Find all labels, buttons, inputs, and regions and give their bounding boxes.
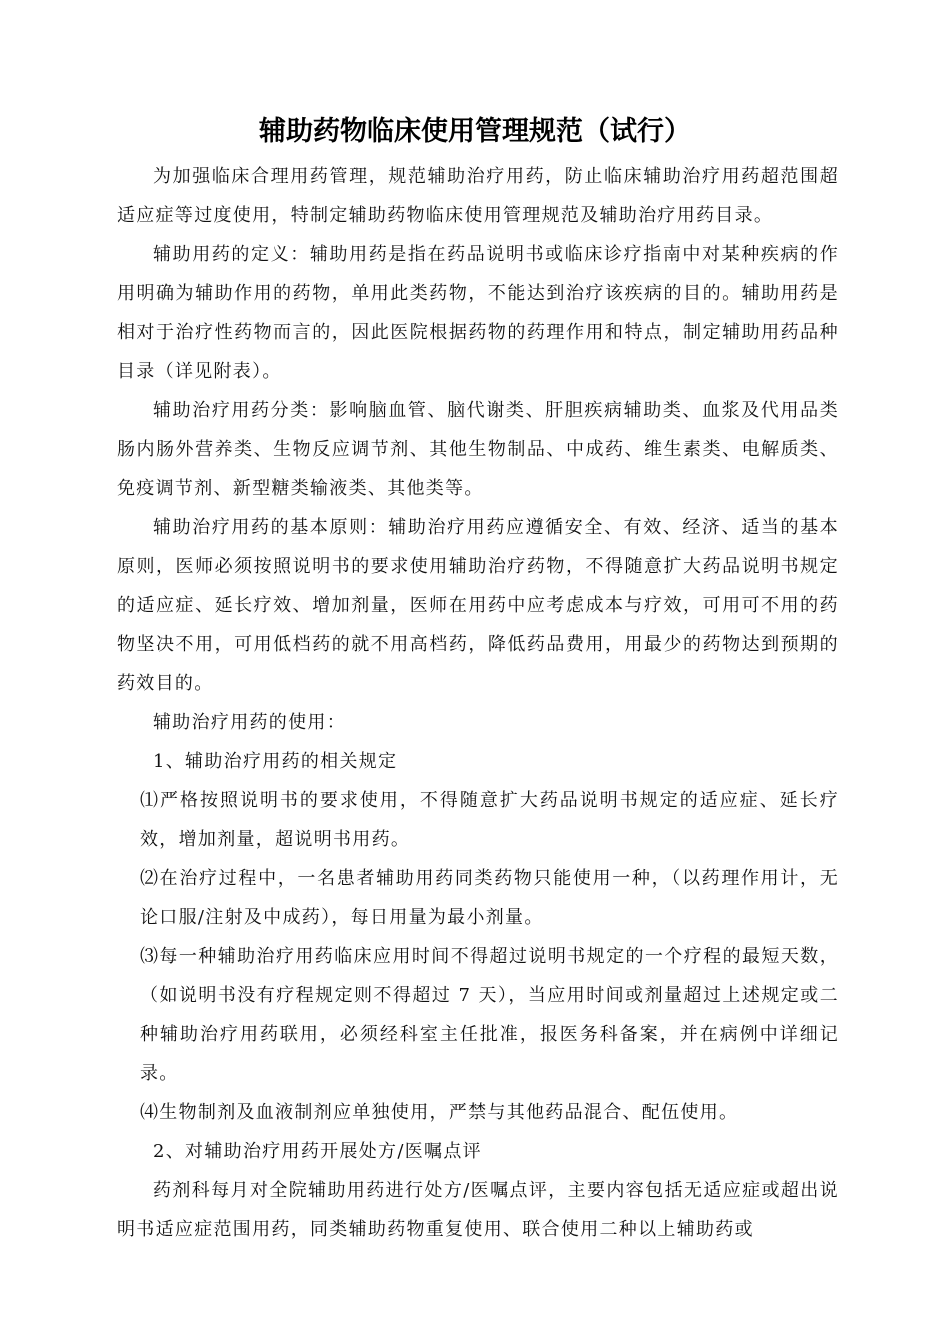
section-2-text: 药剂科每月对全院辅助用药进行处方/医嘱点评，主要内容包括无适应症或超出说明书适应症范围用药，同类辅助药物重复使用、联合使用二种以上辅助药或 (117, 1180, 839, 1240)
paragraph-usage-heading: 辅助治疗用药的使用： (153, 712, 346, 733)
paragraph-principles: 辅助治疗用药的基本原则：辅助治疗用药应遵循安全、有效、经济、适当的基本原则，医师必须按照说明书的要求使用辅助治疗药物，不得随意扩大药品说明书规定的适应症、延长疗效、增加剂量，医师在用药中应考虑成本与疗效，可用可不用的药物坚决不用，可用低档药的就不用高档药，降低药品费用，用最少的药物达到预期的药效目的。 (117, 517, 839, 694)
rule-item-4: ⑷生物制剂及血液制剂应单独使用，严禁与其他药品混合、配伍使用。 (140, 1102, 739, 1123)
paragraph-classification: 辅助治疗用药分类：影响脑血管、脑代谢类、肝胆疾病辅助类、血浆及代用品类肠内肠外营养类、生物反应调节剂、其他生物制品、中成药、维生素类、电解质类、免疫调节剂、新型糖类输液类、其他类等。 (117, 400, 839, 499)
section-2-heading: 2、对辅助治疗用药开展处方/医嘱点评 (153, 1141, 482, 1162)
document-body (117, 157, 839, 1249)
rule-item-3: ⑶每一种辅助治疗用药临床应用时间不得超过说明书规定的一个疗程的最短天数，（如说明书没有疗程规定则不得超过 7 天），当应用时间或剂量超过上述规定或二种辅助治疗用药联用，必须经科室主任批准，报医务科备案，并在病例中详细记录。 (140, 946, 839, 1084)
rule-item-2: ⑵在治疗过程中，一名患者辅助用药同类药物只能使用一种，（以药理作用计，无论口服/注射及中成药），每日用量为最小剂量。 (140, 868, 839, 928)
rule-item-1: ⑴严格按照说明书的要求使用，不得随意扩大药品说明书规定的适应症、延长疗效，增加剂量，超说明书用药。 (140, 790, 839, 850)
paragraph-intro: 为加强临床合理用药管理，规范辅助治疗用药，防止临床辅助治疗用药超范围超适应症等过度使用，特制定辅助药物临床使用管理规范及辅助治疗用药目录。 (117, 166, 839, 226)
section-1-heading: 1、辅助治疗用药的相关规定 (153, 751, 398, 772)
paragraph-definition: 辅助用药的定义：辅助用药是指在药品说明书或临床诊疗指南中对某种疾病的作用明确为辅助作用的药物，单用此类药物，不能达到治疗该疾病的目的。辅助用药是相对于治疗性药物而言的，因此医院根据药物的药理作用和特点，制定辅助用药品种目录（详见附表）。 (117, 244, 839, 382)
document-title: 辅助药物临床使用管理规范（试行） (259, 116, 691, 147)
